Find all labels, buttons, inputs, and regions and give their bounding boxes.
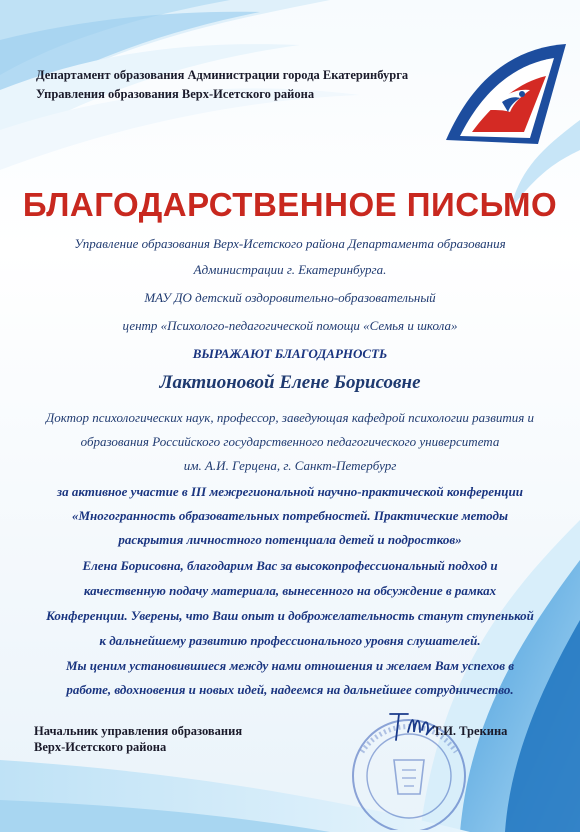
issuer-line-4: центр «Психолого-педагогической помощи «Семья и школа»: [122, 318, 458, 333]
recipient-title-3: им. А.И. Герцена, г. Санкт-Петербург: [183, 458, 397, 473]
message-line-2: качественную подачу материала, вынесенного на обсуждение в рамках: [83, 583, 497, 598]
message-line-6: работе, вдохновения и новых идей, надеемся на дальнейшее сотрудничество.: [66, 682, 514, 697]
signatory-position-1: Начальник управления образования: [34, 724, 243, 738]
handwritten-signature: [384, 706, 440, 746]
reason-line-3: раскрытия личностного потенциала детей и подростков»: [118, 532, 462, 547]
message-line-1: Елена Борисовна, благодарим Вас за высокопрофессиональный подход и: [82, 558, 498, 573]
document-title: БЛАГОДАРСТВЕННОЕ ПИСЬМО: [22, 186, 558, 223]
reason-line-2: «Многогранность образовательных потребностей. Практические методы: [72, 508, 508, 523]
message-line-5: Мы ценим установившиеся между нами отношения и желаем Вам успехов в: [65, 658, 515, 673]
header-administration: Управления образования Верх-Исетского района: [36, 87, 315, 101]
message-line-4: к дальнейшему развитию профессионального уровня слушателей.: [99, 633, 481, 648]
signatory-position-2: Верх-Исетского района: [34, 740, 167, 754]
issuer-line-1: Управление образования Верх-Исетского района Департамента образования: [74, 236, 506, 251]
header-department: Департамент образования Администрации города Екатеринбурга: [36, 68, 409, 82]
recipient-title-1: Доктор психологических наук, профессор, заведующая кафедрой психологии развития и: [45, 410, 535, 425]
gratitude-heading: ВЫРАЖАЮТ БЛАГОДАРНОСТЬ: [192, 346, 388, 361]
issuer-line-3: МАУ ДО детский оздоровительно-образовательный: [144, 290, 436, 305]
emblem-logo: [442, 40, 570, 152]
message-line-3: Конференции. Уверены, что Ваш опыт и доброжелательность станут ступенькой: [46, 608, 534, 623]
recipient-name: Лактионовой Елене Борисовне: [159, 372, 421, 393]
issuer-line-2: Администрации г. Екатеринбурга.: [193, 262, 387, 277]
signatory-name: Т.И. Трекина: [433, 724, 508, 738]
recipient-title-2: образования Российского государственного педагогического университета: [80, 434, 500, 449]
reason-line-1: за активное участие в III межрегиональной научно-практической конференции: [57, 484, 523, 499]
